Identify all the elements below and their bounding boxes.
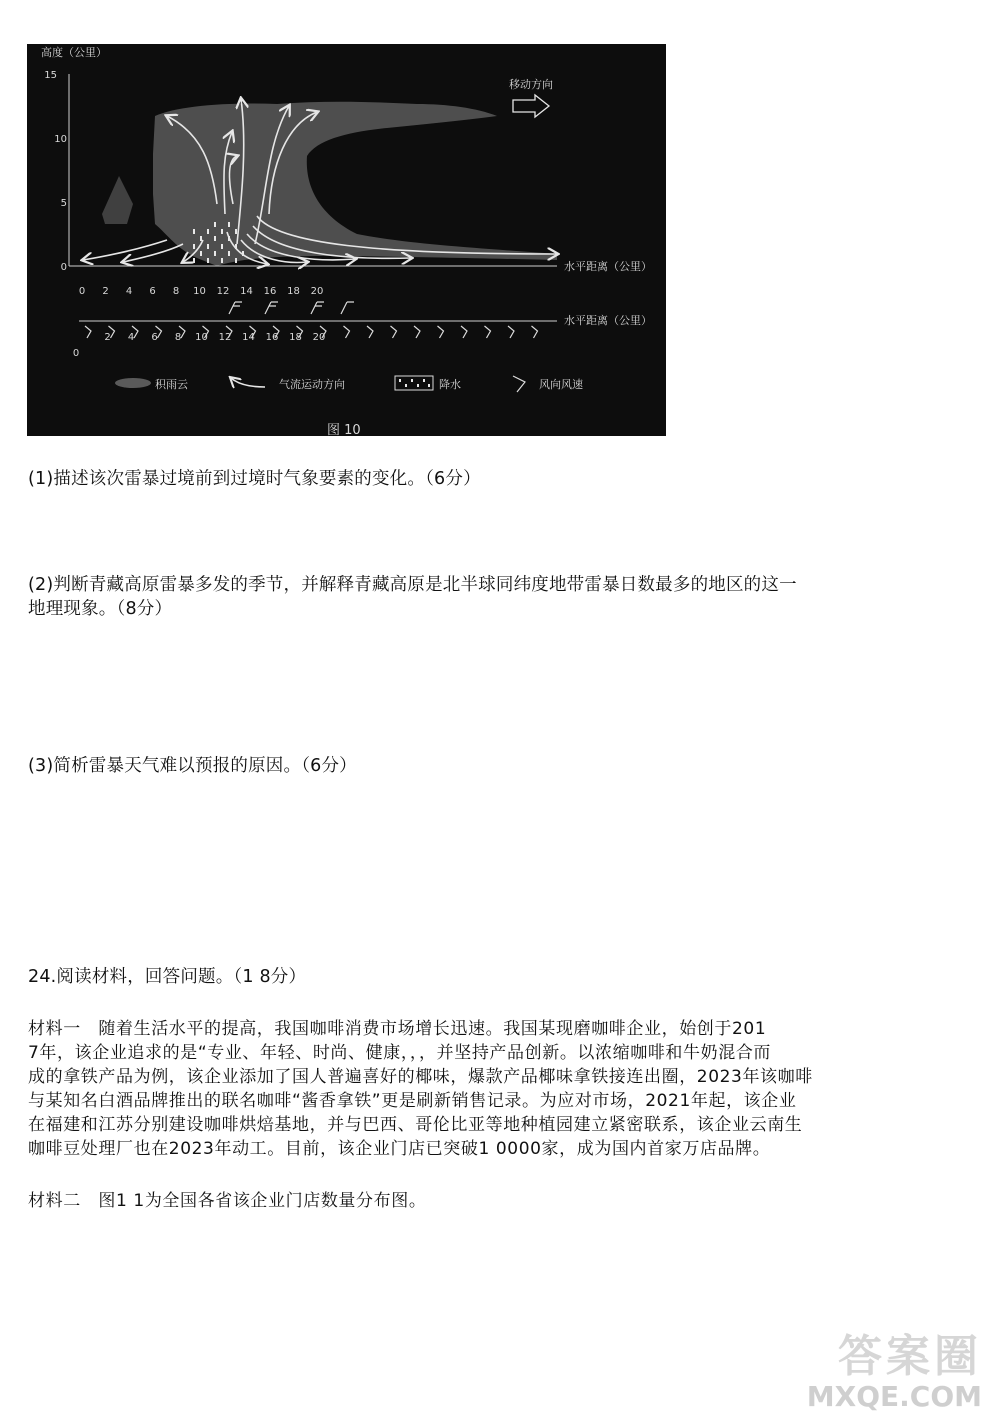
x-tick-label-2: 18 <box>289 332 302 343</box>
move-direction-arrow <box>513 95 549 117</box>
figure-svg <box>27 44 666 436</box>
x-axis-2-title: 水平距离（公里） <box>564 314 652 327</box>
legend-airflow-label: 气流运动方向 <box>279 378 345 391</box>
x-tick-label-1: 0 <box>78 286 86 297</box>
legend-rain-swatch <box>395 376 433 390</box>
question-1: (1)描述该次雷暴过境前到过境时气象要素的变化。（6分） <box>28 469 481 489</box>
y-tick-labels <box>44 70 67 273</box>
material-1 <box>28 1017 978 1161</box>
x-axis-1-title: 水平距离（公里） <box>564 260 652 273</box>
airflow-surface-left-2 <box>123 244 183 262</box>
material-1-line: 成的拿铁产品为例，该企业添加了国人普遍喜好的椰味，爆款产品椰味拿铁接连出圈，2023年该咖啡 <box>28 1067 813 1087</box>
question-24-heading: 24.阅读材料，回答问题。（1 8分） <box>28 967 307 987</box>
x-tick-label-1: 2 <box>102 286 109 297</box>
x-tick-label-2: 10 <box>195 332 208 343</box>
y-axis-title: 高度（公里） <box>41 46 107 59</box>
x-tick-label-2: 16 <box>265 332 279 343</box>
question-3: (3)简析雷暴天气难以预报的原因。（6分） <box>28 756 357 776</box>
legend <box>115 376 583 392</box>
question-2-line-1: (2)判断青藏高原雷暴多发的季节，并解释青藏高原是北半球同纬度地带雷暴日数最多的地区的这一 <box>28 575 797 595</box>
airflow-surface-left-1 <box>83 240 167 260</box>
x-tick-label-2: 14 <box>242 332 255 343</box>
x-tick-label-1: 16 <box>263 286 277 297</box>
x-tick-label-2-zero: 0 <box>72 348 80 359</box>
legend-airflow-swatch <box>231 378 265 387</box>
wind-barb <box>344 326 350 338</box>
watermark <box>782 1320 982 1413</box>
x-tick-labels-2 <box>104 332 325 343</box>
watermark-logo: 答案圈 <box>838 1331 982 1382</box>
x-tick-labels-1 <box>79 286 324 297</box>
x-tick-label-2: 2 <box>104 332 111 343</box>
legend-wind-label: 风向风速 <box>539 378 583 391</box>
cloud-fragment <box>102 176 133 224</box>
legend-cloud-swatch <box>115 378 151 388</box>
material-1-line: 材料一 随着生活水平的提高，我国咖啡消费市场增长迅速。我国某现磨咖啡企业，始创于201 <box>28 1019 767 1039</box>
y-tick-label: 10 <box>54 134 67 145</box>
x-tick-label-1: 10 <box>193 286 206 297</box>
move-direction-label: 移动方向 <box>509 78 553 91</box>
legend-wind-swatch <box>513 376 525 392</box>
x-tick-label-1: 14 <box>240 286 253 297</box>
material-1-line: 与某知名白酒品牌推出的联名咖啡“酱香拿铁”更是刷新销售记录。为应对市场，2021年起，该企业 <box>28 1091 797 1111</box>
wind-barb <box>367 326 373 338</box>
legend-rain-label: 降水 <box>439 378 461 391</box>
wind-barb <box>438 326 444 338</box>
y-tick-label: 0 <box>60 262 67 273</box>
legend-cloud-label: 积雨云 <box>155 378 188 391</box>
material-2 <box>28 1189 978 1213</box>
figure-caption: 图 10 <box>327 423 361 436</box>
wind-barbs-upper <box>229 302 354 314</box>
x-tick-label-2: 8 <box>174 332 182 343</box>
y-tick-label: 15 <box>44 70 57 81</box>
x-tick-label-2: 4 <box>127 332 135 343</box>
x-tick-label-2: 12 <box>218 332 232 343</box>
material-1-line: 在福建和江苏分别建设咖啡烘焙基地，并与巴西、哥伦比亚等地种植园建立紧密联系，该企业云南生 <box>28 1115 803 1135</box>
wind-barb <box>414 326 420 338</box>
thunderstorm-figure <box>27 44 666 436</box>
question-2-line-2: 地理现象。（8分） <box>28 599 173 619</box>
wind-barb <box>485 326 491 338</box>
x-tick-label-1: 18 <box>287 286 300 297</box>
wind-barb <box>85 326 91 338</box>
material-2-line: 材料二 图1 1为全国各省该企业门店数量分布图。 <box>28 1191 427 1211</box>
wind-barb <box>461 326 467 338</box>
wind-barb <box>532 326 538 338</box>
material-1-line: 咖啡豆处理厂也在2023年动工。目前，该企业门店已突破1 0000家，成为国内首家万店品牌。 <box>28 1139 771 1159</box>
wind-barb <box>508 326 514 338</box>
x-tick-label-1: 4 <box>125 286 133 297</box>
x-tick-label-2: 6 <box>151 332 158 343</box>
legend-rain-marks <box>399 379 430 387</box>
x-tick-label-1: 6 <box>149 286 156 297</box>
x-tick-label-1: 8 <box>172 286 180 297</box>
x-tick-label-2: 20 <box>312 332 326 343</box>
y-tick-label: 5 <box>60 198 67 209</box>
x-tick-label-1: 12 <box>216 286 230 297</box>
material-1-line: 7年，该企业追求的是“专业、年轻、时尚、健康，，，并坚持产品创新。以浓缩咖啡和牛奶混合而 <box>28 1043 772 1063</box>
watermark-url: MXQE.COM <box>806 1380 982 1413</box>
wind-barb <box>391 326 397 338</box>
x-tick-label-1: 20 <box>310 286 324 297</box>
